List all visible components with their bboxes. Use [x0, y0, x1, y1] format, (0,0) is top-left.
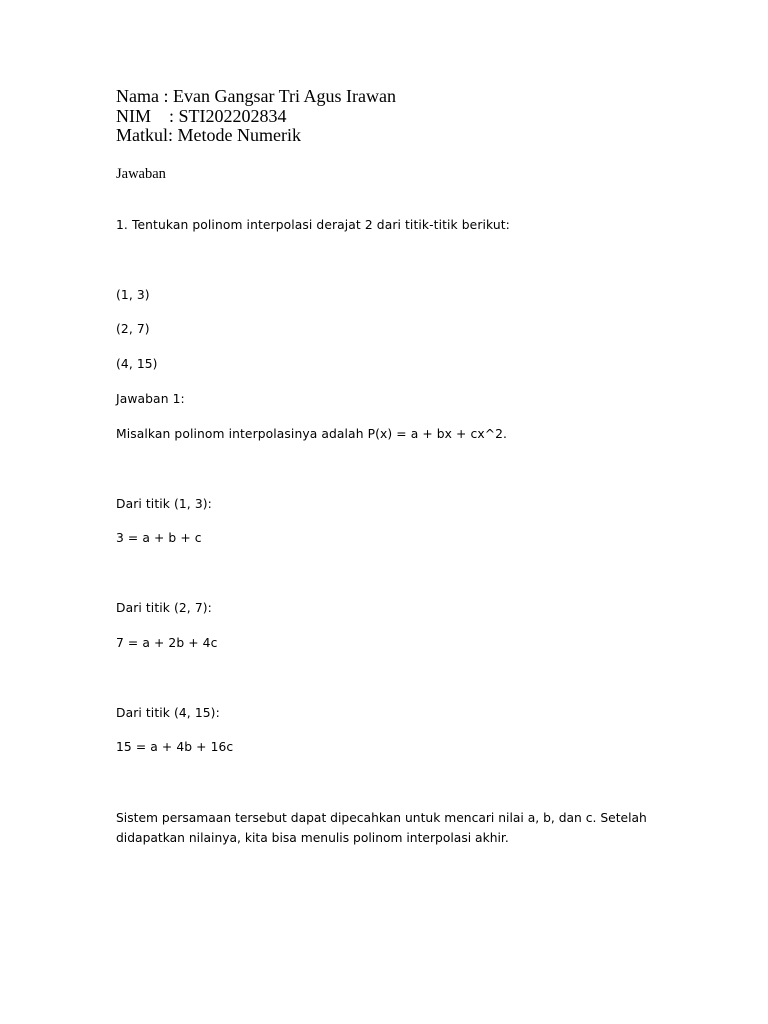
conclusion-line-1: Sistem persamaan tersebut dapat dipecahkan untuk mencari nilai a, b, dan c. Setelah	[116, 811, 647, 825]
step-2-from: Dari titik (2, 7):	[116, 601, 212, 615]
step-1-from: Dari titik (1, 3):	[116, 497, 212, 511]
question-text: 1. Tentukan polinom interpolasi derajat 2 dari titik-titik berikut:	[116, 218, 510, 232]
conclusion-paragraph	[116, 808, 676, 848]
step-1-equation: 3 = a + b + c	[116, 531, 202, 545]
step-3-equation: 15 = a + 4b + 16c	[116, 740, 234, 754]
student-header	[116, 87, 396, 146]
answer-label: Jawaban 1:	[116, 392, 185, 406]
jawaban-heading: Jawaban	[116, 166, 166, 182]
polynomial-setup: Misalkan polinom interpolasinya adalah P(x) = a + bx + cx^2.	[116, 427, 508, 441]
student-name: Nama : Evan Gangsar Tri Agus Irawan	[116, 86, 396, 106]
course-name: Matkul: Metode Numerik	[116, 125, 301, 145]
step-2-equation: 7 = a + 2b + 4c	[116, 636, 218, 650]
conclusion-line-2: didapatkan nilainya, kita bisa menulis polinom interpolasi akhir.	[116, 831, 509, 845]
point-1: (1, 3)	[116, 288, 150, 302]
point-3: (4, 15)	[116, 357, 158, 371]
point-2: (2, 7)	[116, 322, 150, 336]
student-nim: NIM : STI202202834	[116, 105, 287, 126]
step-3-from: Dari titik (4, 15):	[116, 706, 220, 720]
